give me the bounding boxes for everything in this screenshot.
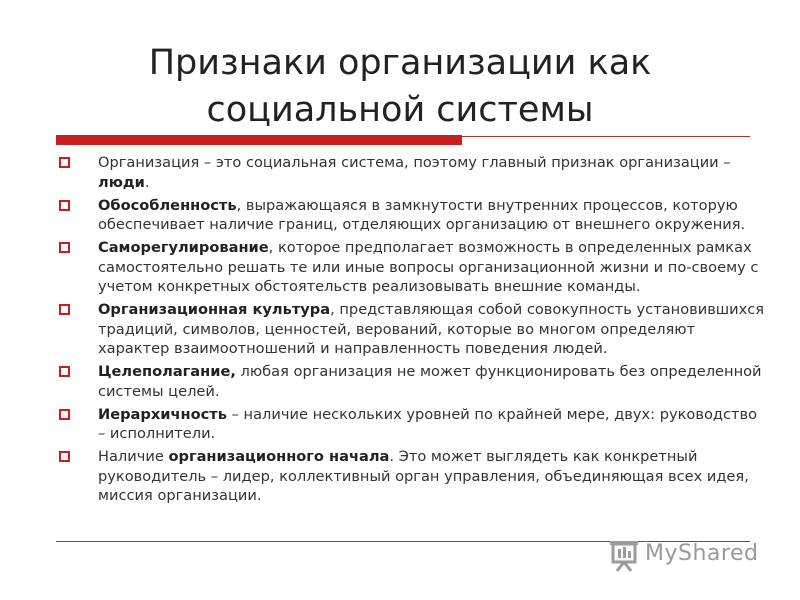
bullet-item: [58, 238, 768, 297]
square-bullet-icon: [59, 366, 70, 377]
bullet-text: Организация – это социальная система, поэтому главный признак организации –: [98, 154, 731, 171]
bullet-list: [58, 153, 768, 509]
slide-title-line-1: Признаки организации как: [148, 43, 652, 83]
square-bullet-icon: [59, 451, 70, 462]
watermark-text: MyShared: [645, 541, 759, 566]
square-bullet-icon: [59, 242, 70, 253]
watermark-logo: [607, 535, 767, 575]
bullet-text: , которое предполагает возможность в определенных рамках самостоятельно решать те или иные вопросы организационной жизни и по-своему с учетом конкретных обстоятельств реализовывать внешние команды.: [98, 239, 759, 295]
title-divider-line: [462, 136, 750, 137]
bullet-text: , выражающаяся в замкнутости внутренних процессов, которую обеспечивает наличие границ, отделяющих организацию от внешнего окружения.: [98, 196, 746, 233]
square-bullet-icon: [59, 157, 70, 168]
bullet-item: [58, 153, 768, 192]
bullet-item: [58, 405, 768, 444]
slide-title-line-2: социальной системы: [206, 90, 594, 130]
bullet-text: , представляющая собой совокупность установившихся традиций, символов, ценностей, верований, которые во многом определяют характер взаимоотношений и направленность поведения людей.: [98, 301, 765, 357]
bullet-item: [58, 362, 768, 401]
bullet-keyword: Саморегулирование: [98, 239, 269, 256]
bullet-item: [58, 447, 768, 506]
bullet-item: [58, 196, 768, 235]
bullet-text: . Это может выглядеть как конкретный руководитель – лидер, коллективный орган управления, объединяющая всех идея, миссия организации.: [98, 448, 749, 504]
square-bullet-icon: [59, 200, 70, 211]
bullet-keyword: Организационная культура: [98, 301, 331, 318]
bullet-item: [58, 300, 768, 359]
presentation-board-icon: [607, 538, 641, 572]
bullet-keyword: Обособленность: [98, 196, 237, 214]
square-bullet-icon: [59, 409, 70, 420]
bullet-keyword: Целеполагание,: [98, 363, 236, 380]
bullet-keyword: люди: [98, 173, 145, 191]
bullet-text: – наличие нескольких уровней по крайней мере, двух: руководство – исполнители.: [98, 405, 758, 442]
title-accent-bar: [56, 135, 462, 145]
square-bullet-icon: [59, 304, 70, 315]
bullet-keyword: организационного начала: [168, 448, 390, 465]
bullet-text: любая организация не может функционировать без определенной системы целей.: [98, 363, 762, 400]
slide-title: [60, 40, 740, 134]
bullet-text: .: [144, 173, 150, 191]
bullet-text: Наличие: [98, 448, 169, 465]
bullet-keyword: Иерархичность: [98, 405, 227, 423]
